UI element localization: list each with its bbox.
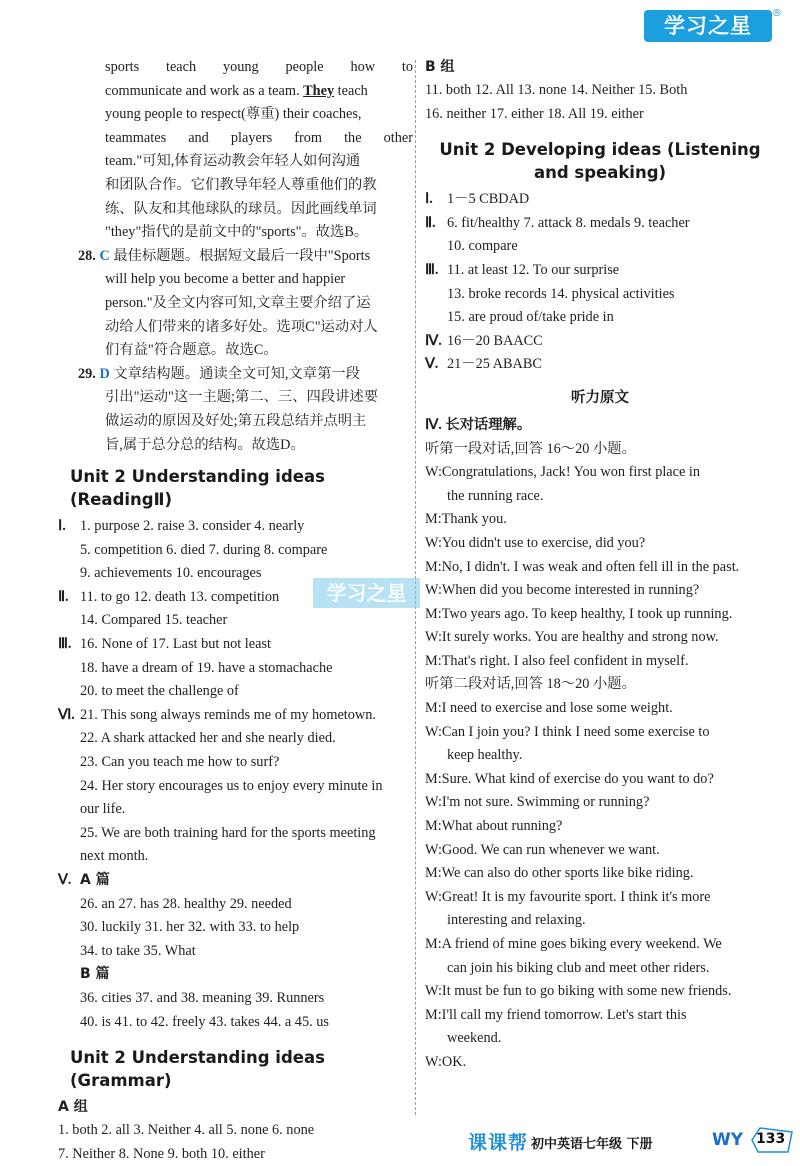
answer-line: [58, 539, 413, 563]
transcript-line: M:Two years ago. To keep healthy, I took up running.: [425, 605, 733, 622]
answer-text: 16. None of 17. Last but not least: [80, 636, 271, 653]
answer-letter: D: [99, 365, 110, 382]
section-numeral: Ⅰ.: [58, 518, 66, 535]
transcript-line: M:Thank you.: [425, 511, 507, 528]
answer-text: 23. Can you teach me how to surf?: [80, 754, 280, 771]
transcript-line: M:We can also do other sports like bike riding.: [425, 865, 694, 882]
answer-letter: C: [99, 247, 110, 264]
answer-line: [58, 869, 413, 893]
answer-line: [58, 515, 413, 539]
answer-line: [58, 963, 413, 987]
answer-text: 34. to take 35. What: [80, 942, 196, 959]
registered-mark: ®: [772, 8, 782, 19]
footer-brand: 课课帮: [468, 1132, 529, 1154]
answer-line: [425, 283, 775, 307]
group-label: A 组: [58, 1099, 88, 1116]
transcript-line: W:It surely works. You are healthy and strong now.: [425, 629, 719, 646]
transcript-line: the running race.: [447, 487, 544, 504]
explanation-28: [78, 245, 413, 363]
answer-text: 1－5 CBDAD: [447, 191, 530, 208]
section-heading: and speaking): [533, 163, 667, 183]
text-line: will help you become a better and happier: [105, 271, 346, 288]
transcript-line: keep healthy.: [447, 747, 523, 764]
section-heading: Unit 2 Understanding ideas (ReadingⅡ): [70, 467, 325, 510]
transcript-line: W:Can I join you? I think I need some exercise to: [425, 723, 710, 740]
section-heading: Unit 2 Understanding ideas (Grammar): [70, 1048, 325, 1091]
answer-text: 10. compare: [447, 238, 518, 255]
answer-line: [58, 893, 413, 917]
answer-text: 24. Her story encourages us to enjoy every minute in: [80, 777, 383, 794]
answer-text: 26. an 27. has 28. healthy 29. needed: [80, 895, 292, 912]
answer-line: [58, 633, 413, 657]
text-line: [78, 80, 413, 104]
answer-text: A 篇: [80, 872, 110, 888]
underlined-word: They: [303, 82, 335, 99]
text-line: 做运动的原因及好处;第五段总结并点明主: [105, 412, 367, 429]
answer-text: 11. to go 12. death 13. competition: [80, 588, 280, 605]
reading-answers: [58, 515, 413, 1034]
answer-line: [58, 775, 413, 799]
text-segment: communicate and work as a team.: [105, 82, 300, 99]
transcript-line: M:Sure. What kind of exercise do you want to do?: [425, 770, 714, 787]
answer-line: [58, 1011, 413, 1035]
answer-line: [58, 916, 413, 940]
section-numeral: Ⅴ.: [58, 872, 72, 888]
answer-line: [425, 353, 775, 377]
section-numeral: Ⅴ.: [425, 356, 439, 373]
section-heading: Unit 2 Developing ideas (Listening: [439, 140, 761, 160]
group-label: B 组: [425, 59, 455, 75]
answer-line: [58, 680, 413, 704]
transcript-line: M:I'll call my friend tomorrow. Let's start this: [425, 1006, 687, 1023]
transcript-line: interesting and relaxing.: [447, 912, 586, 929]
transcript-line: W:OK.: [425, 1053, 467, 1070]
answer-text: 15. are proud of/take pride in: [447, 309, 614, 326]
answer-text: 14. Compared 15. teacher: [80, 612, 228, 629]
explanation-29: [78, 363, 413, 457]
answer-line: [425, 330, 775, 354]
transcript-section-title: Ⅳ. 长对话理解。: [425, 416, 532, 433]
answer-line: 16. neither 17. either 18. All 19. either: [425, 105, 644, 122]
section-numeral: Ⅲ.: [58, 636, 72, 653]
answer-line: [58, 562, 413, 586]
listening-answers: [425, 188, 775, 377]
answer-line: [425, 188, 775, 212]
answer-line: [58, 657, 413, 681]
answer-text: B 篇: [80, 966, 110, 983]
answer-text: 25. We are both training hard for the sports meeting: [80, 824, 376, 841]
section-numeral: Ⅳ.: [425, 332, 442, 349]
left-column: [58, 56, 413, 1166]
text-line: young people to respect(尊重) their coaches,: [105, 106, 362, 123]
transcript-line: W:Great! It is my favourite sport. I think it's more: [425, 888, 711, 905]
text-line: 练、队友和其他球队的球员。因此画线单词: [105, 200, 377, 217]
answer-line: [58, 940, 413, 964]
transcript-line: M:What about running?: [425, 818, 563, 835]
answer-line: 11. both 12. All 13. none 14. Neither 15. Both: [425, 82, 688, 98]
answer-text: 18. have a dream of 19. have a stomachache: [80, 659, 333, 676]
answer-line: [58, 845, 413, 869]
right-column: [425, 56, 775, 1075]
answer-text: 21. This song always reminds me of my hometown.: [80, 706, 376, 723]
text-line: 和团队合作。它们教导年轻人尊重他们的教: [105, 176, 377, 193]
answer-line: [425, 259, 775, 283]
section-numeral: Ⅰ.: [425, 191, 433, 208]
text-line: [78, 363, 413, 387]
transcript-line: M:No, I didn't. I was weak and often fell ill in the past.: [425, 558, 740, 575]
transcript-heading: 听力原文: [571, 389, 629, 406]
answer-text: 21－25 ABABC: [447, 356, 542, 373]
text-line: "they"指代的是前文中的"sports"。故选B。: [105, 224, 369, 241]
text-segment: 最佳标题题。根据短文最后一段中"Sports: [113, 247, 371, 264]
answer-text: 36. cities 37. and 38. meaning 39. Runners: [80, 989, 325, 1006]
question-number: 28.: [78, 247, 96, 264]
answer-line: 1. both 2. all 3. Neither 4. all 5. none 6. none: [58, 1122, 315, 1139]
answer-text: 1. purpose 2. raise 3. consider 4. nearly: [80, 518, 305, 535]
answer-line: 7. Neither 8. None 9. both 10. either: [58, 1145, 265, 1162]
answer-text: our life.: [80, 801, 126, 818]
transcript-line: W:I'm not sure. Swimming or running?: [425, 794, 650, 811]
transcript-line: weekend.: [447, 1030, 502, 1047]
transcript-line: M:A friend of mine goes biking every weekend. We: [425, 936, 722, 952]
answer-line: [425, 212, 775, 236]
transcript-line: 听第二段对话,回答 18～20 小题。: [425, 676, 636, 693]
transcript-line: W:Congratulations, Jack! You won first place in: [425, 464, 701, 481]
footer-edition: WY: [712, 1130, 744, 1150]
text-line: 旨,属于总分总的结构。故选D。: [105, 436, 305, 453]
answer-text: 13. broke records 14. physical activities: [447, 285, 675, 302]
text-line: person."及全文内容可知,文章主要介绍了运: [105, 294, 371, 311]
text-line: 引出"运动"这一主题;第二、三、四段讲述要: [105, 389, 378, 406]
answer-text: 9. achievements 10. encourages: [80, 565, 262, 582]
answer-text: 20. to meet the challenge of: [80, 683, 239, 700]
answer-text: 30. luckily 31. her 32. with 33. to help: [80, 919, 300, 936]
transcript-line: 听第一段对话,回答 16～20 小题。: [425, 440, 636, 457]
answer-line: [425, 306, 775, 330]
text-segment: teach: [337, 82, 368, 99]
transcript-line: M:I need to exercise and lose some weight.: [425, 700, 673, 717]
text-line: 动给人们带来的诸多好处。选项C"运动对人: [105, 318, 378, 335]
answer-text: 40. is 41. to 42. freely 43. takes 44. a 45. us: [80, 1013, 329, 1030]
transcript-line: M:That's right. I also feel confident in myself.: [425, 652, 689, 669]
text-segment: 文章结构题。通读全文可知,文章第一段: [113, 365, 360, 382]
transcript-line: can join his biking club and meet other riders.: [447, 959, 710, 976]
answer-text: next month.: [80, 848, 149, 865]
section-numeral: Ⅲ.: [425, 261, 439, 278]
answer-text: 22. A shark attacked her and she nearly died.: [80, 730, 336, 747]
answer-line: [58, 586, 413, 610]
answer-line: [58, 987, 413, 1011]
brand-logo: 学习之星: [644, 10, 772, 42]
answer-text: 16－20 BAACC: [447, 332, 543, 349]
transcript-line: W:Good. We can run whenever we want.: [425, 841, 660, 858]
text-line: [78, 245, 413, 269]
answer-text: 6. fit/healthy 7. attack 8. medals 9. teacher: [447, 214, 690, 231]
answer-line: [425, 235, 775, 259]
text-line: teammates and players from the other: [105, 129, 413, 146]
text-line: 们有益"符合题意。故选C。: [105, 342, 278, 359]
watermark: 学习之星: [313, 578, 420, 608]
page-number-badge: [748, 1126, 794, 1154]
answer-line: [58, 751, 413, 775]
page-number: 133: [756, 1131, 786, 1147]
answer-line: [58, 704, 413, 728]
section-numeral: Ⅱ.: [58, 588, 69, 605]
footer-book-title: 初中英语七年级 下册: [531, 1137, 653, 1152]
question-number: 29.: [78, 365, 96, 382]
answer-line: [58, 822, 413, 846]
transcript-line: W:It must be fun to go biking with some new friends.: [425, 983, 732, 1000]
answer-line: [58, 609, 413, 633]
explanation-27: [78, 56, 413, 245]
text-line: team."可知,体育运动教会年轻人如何沟通: [105, 153, 361, 170]
answer-line: [58, 798, 413, 822]
transcript-line: W:You didn't use to exercise, did you?: [425, 534, 646, 551]
text-line: sports teach young people how to: [105, 59, 413, 75]
answer-text: 11. at least 12. To our surprise: [447, 261, 620, 278]
answer-text: 5. competition 6. died 7. during 8. compare: [80, 541, 328, 558]
transcript: [425, 438, 775, 1075]
section-numeral: Ⅱ.: [425, 214, 436, 231]
section-numeral: Ⅵ.: [58, 706, 75, 723]
answer-line: [58, 727, 413, 751]
transcript-line: W:When did you become interested in running?: [425, 582, 700, 599]
